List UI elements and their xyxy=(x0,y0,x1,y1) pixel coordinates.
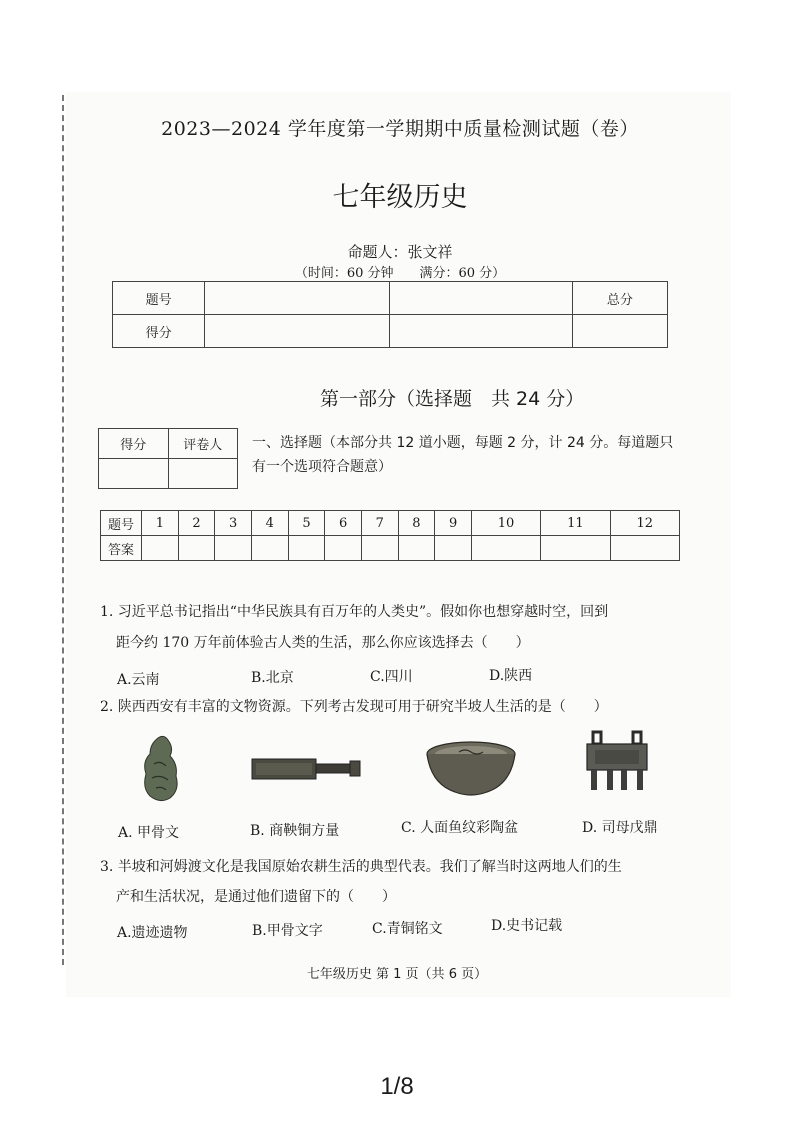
oracle-bone-image xyxy=(140,734,182,804)
answer-cell xyxy=(325,536,362,561)
score-row-label: 题号 xyxy=(113,282,205,315)
answer-cell xyxy=(178,536,215,561)
answer-row-label: 答案 xyxy=(101,536,142,561)
author-line: 命题人：张文祥 xyxy=(347,243,453,261)
question-number: 11 xyxy=(541,511,610,536)
table-row xyxy=(113,282,668,315)
question-2-option-c: C. 人面鱼纹彩陶盆 xyxy=(401,820,519,836)
question-1-text: 1. 习近平总书记指出“中华民族具有百万年的人类史”。假如你也想穿越时空，回到 xyxy=(100,604,609,620)
question-1-option-a: A.云南 xyxy=(117,672,160,688)
score-cell xyxy=(572,315,667,348)
question-1-option-d: D.陕西 xyxy=(489,668,533,684)
grader-cell xyxy=(168,459,238,489)
question-2-text: 2. 陕西西安有丰富的文物资源。下列考古发现可用于研究半坡人生活的是（ ） xyxy=(100,699,608,715)
answer-cell xyxy=(541,536,610,561)
exam-title: 2023—2024 学年度第一学期期中质量检测试题（卷） xyxy=(161,118,639,140)
answer-cell xyxy=(610,536,679,561)
answer-cell xyxy=(142,536,179,561)
binding-line xyxy=(62,95,64,965)
question-3-text-cont: 产和生活状况，是通过他们遗留下的（ ） xyxy=(116,889,396,905)
answer-cell xyxy=(251,536,288,561)
question-number: 1 xyxy=(142,511,179,536)
question-number: 9 xyxy=(435,511,472,536)
table-row xyxy=(99,429,238,459)
part-heading: 第一部分（选择题 共 24 分） xyxy=(320,388,585,410)
score-cell xyxy=(389,282,572,315)
question-1-option-b: B.北京 xyxy=(251,670,294,686)
question-number: 2 xyxy=(178,511,215,536)
question-number: 4 xyxy=(251,511,288,536)
question-number: 6 xyxy=(325,511,362,536)
score-cell xyxy=(205,282,389,315)
table-row xyxy=(101,511,680,536)
score-cell xyxy=(205,315,389,348)
question-number: 8 xyxy=(398,511,435,536)
subject-title: 七年级历史 xyxy=(332,182,468,213)
answer-cell xyxy=(361,536,398,561)
question-number: 10 xyxy=(471,511,540,536)
answer-cell xyxy=(288,536,325,561)
grader-cell xyxy=(99,459,169,489)
question-2-option-a: A. 甲骨文 xyxy=(118,825,180,841)
question-3-option-d: D.史书记载 xyxy=(491,918,563,934)
answer-cell xyxy=(435,536,472,561)
answer-cell xyxy=(215,536,252,561)
score-cell xyxy=(389,315,572,348)
question-2-option-d: D. 司母戊鼎 xyxy=(582,820,658,836)
question-1-option-c: C.四川 xyxy=(370,669,413,685)
question-3-text: 3. 半坡和河姆渡文化是我国原始农耕生活的典型代表。我们了解当时这两地人们的生 xyxy=(100,859,622,875)
grader-table xyxy=(98,428,238,489)
table-row xyxy=(101,536,680,561)
section-intro: 一、选择题（本部分共 12 道小题，每题 2 分，计 24 分。每道题只有一个选项符合题意） xyxy=(252,435,674,475)
score-row-label: 得分 xyxy=(113,315,205,348)
exam-info: （时间：60 分钟 满分：60 分） xyxy=(294,266,506,281)
question-3-option-a: A.遗迹遗物 xyxy=(117,925,188,941)
question-3-option-c: C.青铜铭文 xyxy=(372,921,443,937)
answer-table xyxy=(100,510,680,561)
question-number: 5 xyxy=(288,511,325,536)
answer-cell xyxy=(398,536,435,561)
question-number: 3 xyxy=(215,511,252,536)
question-2-option-b: B. 商鞅铜方量 xyxy=(250,823,340,839)
answer-cell xyxy=(471,536,540,561)
score-table xyxy=(112,281,668,348)
page-footer: 七年级历史 第 1 页（共 6 页） xyxy=(306,967,488,982)
bronze-ding-image xyxy=(583,730,651,792)
answer-row-label: 题号 xyxy=(101,511,142,536)
grader-header: 评卷人 xyxy=(168,429,238,459)
table-row xyxy=(99,459,238,489)
question-number: 12 xyxy=(610,511,679,536)
table-row xyxy=(113,315,668,348)
pottery-basin-image xyxy=(425,740,517,798)
page-indicator: 1/8 xyxy=(380,1073,414,1100)
question-number: 7 xyxy=(361,511,398,536)
question-3-option-b: B.甲骨文字 xyxy=(252,923,323,939)
question-1-text-cont: 距今约 170 万年前体验古人类的生活，那么你应该选择去（ ） xyxy=(116,635,530,651)
grader-header: 得分 xyxy=(99,429,169,459)
total-label: 总分 xyxy=(572,282,667,315)
bronze-measure-image xyxy=(250,755,362,785)
